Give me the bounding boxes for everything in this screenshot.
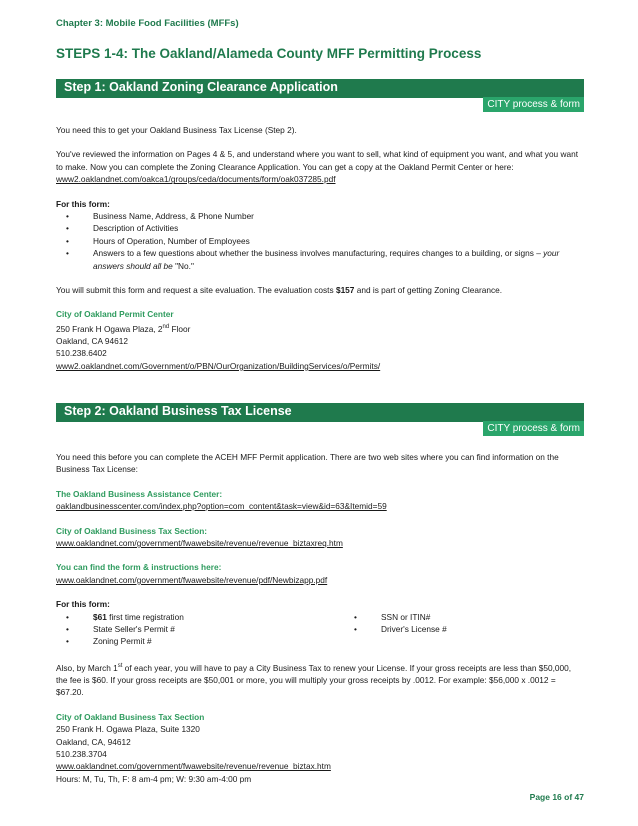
renew-pre: Also, by March 1 <box>56 662 118 673</box>
step2-for-form: For this form: <box>56 599 110 610</box>
bullet4-italic: your answers should all be <box>93 248 560 271</box>
bac-link[interactable]: oaklandbusinesscenter.com/index.php?option=com_content&task=view&id=63&Itemid=59 <box>56 501 387 512</box>
renewal-paragraph <box>56 660 584 699</box>
tax-section-name: City of Oakland Business Tax Section: <box>56 525 208 536</box>
step1-intro: You need this to get your Oakland Business Tax License (Step 2). <box>56 125 297 135</box>
step2-intro: You need this before you can complete the ACEH MFF Permit application. There are two web sites where you can find information on the Business Tax License: <box>56 452 559 475</box>
page-title: STEPS 1-4: The Oakland/Alameda County MFF Permitting Process <box>56 46 482 61</box>
step1-heading-bar <box>56 79 584 97</box>
step1-submit <box>56 284 584 296</box>
bullet-column-left <box>56 611 344 648</box>
step1-heading: Step 1: Oakland Zoning Clearance Application <box>64 80 338 94</box>
step1-city-tag: CITY process & form <box>483 97 584 112</box>
list-item: • State Seller's Permit # <box>56 623 344 635</box>
registration-fee: $61 <box>93 611 107 622</box>
addr-post: Floor <box>169 323 191 334</box>
renew-sup: st <box>117 662 123 669</box>
bullet-column-right <box>344 611 447 648</box>
step2-bullet-columns <box>56 611 584 648</box>
page-number: Page 16 of 47 <box>529 792 584 802</box>
step2-body <box>56 451 584 785</box>
step1-paragraph <box>56 148 584 185</box>
permit-center-link[interactable]: www2.oaklandnet.com/Government/o/PBN/OurOrganization/BuildingServices/o/Permits/ <box>56 360 381 371</box>
chapter-header: Chapter 3: Mobile Food Facilities (MFFs) <box>56 18 239 29</box>
permit-center-city: Oakland, CA 94612 <box>56 336 128 347</box>
step2-heading: Step 2: Oakland Business Tax License <box>64 404 292 418</box>
bullet4-text: Answers to a few questions about whether the business involves manufacturing, requires changes to a building, or signs – <box>93 248 544 259</box>
form-instructions-name: You can find the form & instructions here: <box>56 562 222 573</box>
tax-office-link[interactable]: www.oaklandnet.com/government/fwawebsite/revenue/revenue_biztax.htm <box>56 761 331 772</box>
addr-sup: nd <box>162 323 170 330</box>
list-item: • Business Name, Address, & Phone Number <box>56 210 584 222</box>
permit-center-phone: 510.238.6402 <box>56 348 107 359</box>
permit-center-name: City of Oakland Permit Center <box>56 309 174 320</box>
list-item <box>56 247 584 272</box>
zoning-form-link[interactable]: www2.oaklandnet.com/oakca1/groups/ceda/documents/form/oak037285.pdf <box>56 174 336 185</box>
list-item <box>56 611 344 623</box>
registration-text: first time registration <box>106 611 184 622</box>
form-link[interactable]: www.oaklandnet.com/government/fwawebsite/revenue/pdf/Newbizapp.pdf <box>56 574 328 585</box>
step2-city-tag: CITY process & form <box>483 421 584 436</box>
addr-pre: 250 Frank H Ogawa Plaza, 2 <box>56 323 163 334</box>
step1-paragraph-text: You've reviewed the information on Pages 4 & 5, and understand where you want to sell, what kind of equipment you want, and what you want to make. Now you can complete the Zoning Clearance Application. You can get a copy at the Oakland Permit Center or here: <box>56 149 579 172</box>
tax-section-link[interactable]: www.oaklandnet.com/government/fwawebsite/revenue/revenue_biztaxreq.htm <box>56 538 343 549</box>
step1-for-form: For this form: <box>56 198 110 209</box>
bac-name: The Oakland Business Assistance Center: <box>56 488 223 499</box>
renew-post: of each year, you will have to pay a City Business Tax to renew your License. If your gross receipts are less than $50,000, the fee is $60. If your gross receipts are $50,001 or more, you will multiply your gross receipts by .0012. For example: $56,000 x .0012 = $67.20. <box>56 662 572 698</box>
submit-end: and is part of getting Zoning Clearance. <box>354 285 503 296</box>
list-item: • Description of Activities <box>56 222 584 234</box>
submit-text: You will submit this form and request a site evaluation. The evaluation costs <box>56 285 336 296</box>
bullet4-end: "No." <box>172 260 194 271</box>
tax-office-name: City of Oakland Business Tax Section <box>56 711 205 722</box>
list-item: • Zoning Permit # <box>56 635 344 647</box>
tax-office-address: 250 Frank H. Ogawa Plaza, Suite 1320 <box>56 724 200 735</box>
list-item: • Hours of Operation, Number of Employees <box>56 235 584 247</box>
list-item: • SSN or ITIN# <box>344 611 447 623</box>
list-item: • Driver's License # <box>344 623 447 635</box>
tax-office-phone: 510.238.3704 <box>56 749 107 760</box>
evaluation-cost: $157 <box>335 285 355 296</box>
tax-office-hours: Hours: M, Tu, Th, F: 8 am-4 pm; W: 9:30 am-4:00 pm <box>56 773 252 784</box>
step1-body <box>56 124 584 372</box>
step2-heading-bar <box>56 403 584 421</box>
permit-center-address <box>56 321 584 335</box>
tax-office-city: Oakland, CA, 94612 <box>56 736 131 747</box>
